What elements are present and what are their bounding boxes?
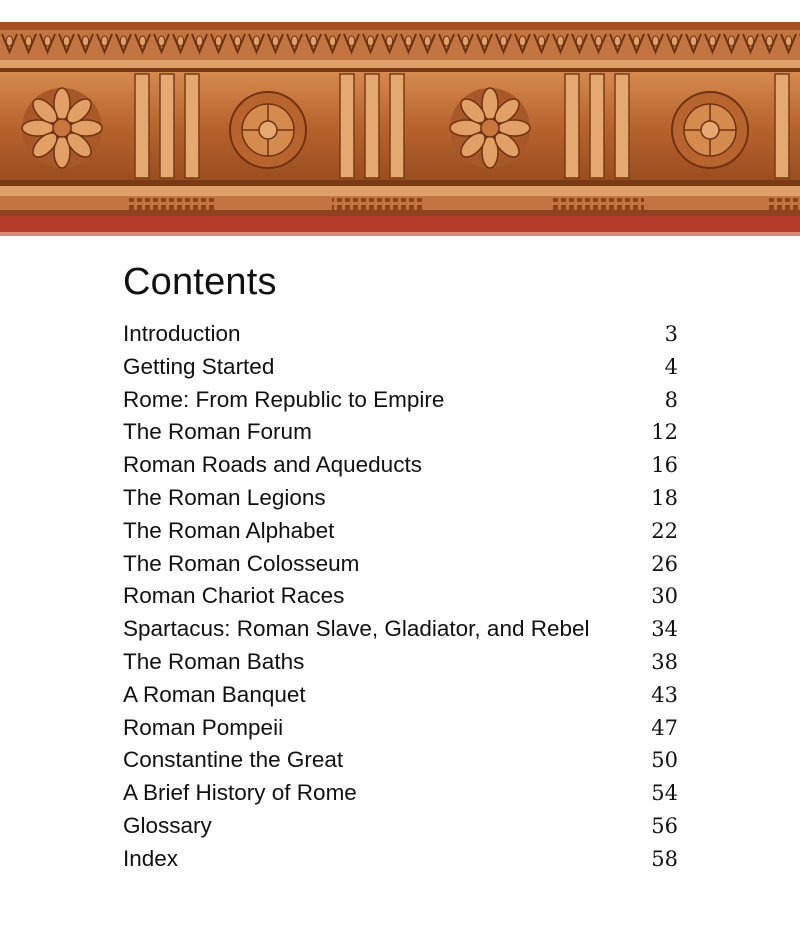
toc-entry-title: Roman Pompeii [123, 714, 284, 740]
toc-entry-page-number: 3 [664, 322, 678, 346]
toc-entry-title: Constantine the Great [123, 747, 344, 773]
toc-entry [123, 515, 678, 548]
toc-entry [123, 416, 678, 449]
rosette-icon [230, 92, 306, 168]
toc-entry [123, 449, 678, 482]
toc-entry [123, 384, 678, 417]
roman-frieze-decoration [0, 0, 800, 240]
toc-entry-page-number: 54 [651, 781, 678, 806]
toc-entry-title: Introduction [123, 321, 241, 346]
toc-entry-title: Roman Roads and Aqueducts [123, 452, 422, 478]
rosette-icon [672, 92, 748, 168]
toc-entry [123, 580, 678, 613]
toc-entry-title: Spartacus: Roman Slave, Gladiator, and Rebel [123, 616, 590, 642]
toc-entry-title: Index [123, 845, 179, 871]
rosette-icon [450, 88, 530, 168]
toc-entry-title: The Roman Colosseum [123, 550, 360, 576]
toc-entry-page-number: 22 [651, 518, 678, 543]
rosette-icon [22, 88, 102, 168]
toc-entry-title: Getting Started [123, 353, 275, 379]
toc-entry [123, 548, 678, 581]
toc-entry-page-number: 47 [651, 715, 678, 740]
toc-entry-page-number: 4 [664, 354, 678, 379]
contents-heading: Contents [123, 261, 277, 303]
toc-entry-page-number: 8 [664, 387, 678, 412]
toc-entry-page-number: 43 [651, 682, 678, 707]
toc-entry [123, 351, 678, 384]
toc-entry [123, 613, 678, 646]
toc-entry-title: A Roman Banquet [123, 681, 306, 707]
toc-entry [123, 777, 678, 810]
toc-entry [123, 679, 678, 712]
toc-entry-title: Rome: From Republic to Empire [123, 386, 445, 412]
toc-entry-title: The Roman Baths [123, 648, 305, 674]
toc-entry-page-number: 18 [651, 485, 678, 510]
toc-entry-page-number: 50 [651, 748, 678, 773]
toc-entry-title: The Roman Forum [123, 419, 312, 445]
toc-entry [123, 318, 678, 351]
toc-entry [123, 744, 678, 777]
toc-entry [123, 810, 678, 843]
toc-entry-title: The Roman Legions [123, 484, 326, 510]
toc-entry [123, 843, 678, 876]
table-of-contents [123, 318, 678, 876]
toc-entry-page-number: 26 [651, 551, 678, 576]
toc-entry-page-number: 38 [651, 649, 678, 674]
toc-entry [123, 712, 678, 745]
toc-entry-page-number: 58 [651, 846, 678, 871]
toc-entry-title: The Roman Alphabet [123, 517, 335, 543]
toc-entry-page-number: 56 [651, 813, 678, 838]
toc-entry-page-number: 34 [651, 617, 678, 642]
toc-entry-page-number: 12 [651, 420, 678, 445]
toc-entry-title: Glossary [123, 812, 212, 838]
toc-entry [123, 646, 678, 679]
toc-entry-title: A Brief History of Rome [123, 780, 357, 806]
toc-entry-page-number: 16 [651, 453, 678, 478]
toc-entry-title: Roman Chariot Races [123, 583, 345, 609]
toc-entry-page-number: 30 [651, 584, 678, 609]
toc-entry [123, 482, 678, 515]
